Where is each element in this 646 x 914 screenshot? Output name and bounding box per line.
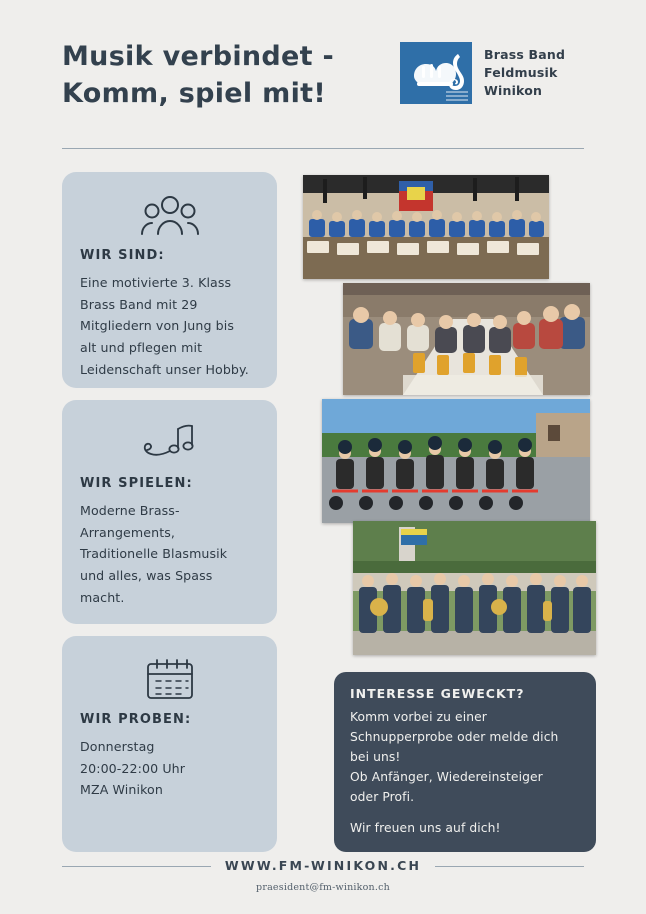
cta-line: Ob Anfänger, Wiedereinsteiger — [350, 769, 543, 784]
cta-box — [334, 672, 596, 852]
card-body-line: Brass Band mit 29 — [80, 296, 198, 312]
photo-band-on-stage — [303, 175, 549, 279]
card-body — [80, 736, 259, 801]
card-wir-spielen — [62, 400, 277, 624]
card-body-line: Eine motivierte 3. Klass — [80, 275, 232, 290]
card-body-line: alt und pflegen mit — [80, 339, 203, 355]
cta-line: Komm vorbei zu einer — [350, 710, 487, 724]
card-body-line: Moderne Brass- — [80, 503, 180, 518]
poster-header — [0, 0, 646, 150]
card-title: WIR PROBEN: — [80, 712, 192, 727]
logo-text-line3: Winikon — [484, 82, 543, 98]
card-wir-proben — [62, 636, 277, 852]
cta-line: oder Profi. — [350, 789, 415, 804]
footer-email[interactable]: praesident@fm-winikon.ch — [256, 882, 390, 893]
people-group-icon — [80, 192, 259, 238]
logo-block — [400, 42, 590, 107]
page-title — [62, 38, 392, 113]
cta-title: INTERESSE GEWECKT? — [350, 686, 525, 701]
card-body — [80, 500, 259, 608]
cta-line: Schnupperprobe oder melde dich — [350, 729, 559, 744]
photo-band-group-outdoors — [353, 521, 596, 655]
cta-spacer — [350, 808, 580, 819]
card-body-line: Leidenschaft unser Hobby. — [80, 361, 249, 377]
cta-body — [350, 708, 580, 838]
card-body-line: MZA Winikon — [80, 782, 163, 798]
music-notes-icon — [80, 420, 259, 466]
card-body-line: Mitgliedern von Jung bis — [80, 318, 234, 334]
card-wir-sind — [62, 172, 277, 388]
photo-members-at-table — [343, 283, 590, 395]
brass-band-logo-icon — [400, 42, 472, 104]
footer-website[interactable] — [0, 858, 646, 873]
logo-text — [484, 46, 565, 99]
logo-text-line2: Feldmusik — [484, 64, 558, 80]
footer-website-text[interactable]: WWW.FM-WINIKON.CH — [211, 858, 435, 873]
card-body-line: und alles, was Spass — [80, 567, 213, 583]
page-title-line2: Komm, spiel mit! — [62, 78, 326, 110]
cta-closing-line: Wir freuen uns auf dich! — [350, 820, 501, 835]
cta-line: bei uns! — [350, 749, 401, 764]
logo-text-line1: Brass Band — [484, 47, 566, 62]
page-title-line1: Musik verbindet - — [62, 41, 335, 72]
card-body-line: Donnerstag — [80, 739, 155, 754]
card-title: WIR SIND: — [80, 248, 165, 263]
card-body-line: 20:00-22:00 Uhr — [80, 760, 186, 776]
calendar-icon — [80, 656, 259, 702]
card-title: WIR SPIELEN: — [80, 476, 193, 491]
card-body — [80, 272, 259, 380]
card-body-line: Arrangements, — [80, 524, 175, 540]
card-body-line: macht. — [80, 589, 125, 605]
photo-members-on-scooters — [322, 399, 590, 523]
card-body-line: Traditionelle Blasmusik — [80, 546, 228, 562]
header-divider — [62, 148, 584, 149]
